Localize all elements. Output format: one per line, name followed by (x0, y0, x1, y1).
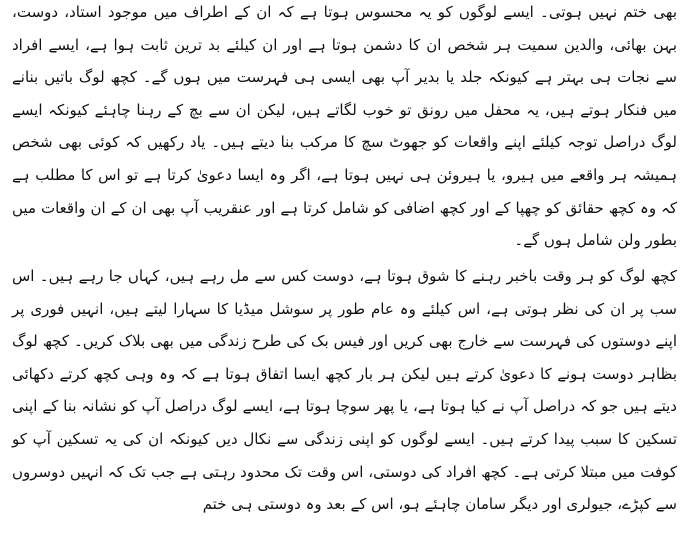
article-paragraph-2: کچھ لوگ کو ہر وقت باخبر رہنے کا شوق ہوتا ہے، دوست کس سے مل رہے ہیں، کہاں جا رہے ہیں۔ اس سب پر ان کی نظر ہوتی ہے، اس کیلئے وہ عام طور پر سوشل میڈیا کا سہارا لیتے ہیں، انہیں فوری پر اپنے دوستوں کی فہرست سے خارج بھی کریں اور فیس بک کی طرح زندگی میں بھی بلاک کریں۔ کچھ لوگ بظاہر دوست ہونے کا دعویٰ کرتے ہیں لیکن ہر بار کچھ ایسا اتفاق ہوتا ہے کہ وہ وہی کچھ کرتے دکھائی دیتے ہیں جو کہ دراصل آپ نے کیا ہوتا ہے، یا پھر سوچا ہوتا ہے، ایسے لوگ دراصل آپ کو نشانہ بنا کے اپنی تسکین کا سبب پیدا کرتے ہیں۔ ایسے لوگوں کو اپنی زندگی سے نکال دیں کیونکہ ان کی یہ تسکین آپ کو کوفت میں مبتلا کرتی ہے۔ کچھ افراد کی دوستی، اس وقت تک محدود رہتی ہے جب تک کہ انہیں دوسروں سے کپڑے، جیولری اور دیگر سامان چاہئے ہو، اس کے بعد وہ دوستی ہی ختم (12, 267, 677, 514)
article-paragraph-1: بھی ختم نہیں ہوتی۔ ایسے لوگوں کو یہ محسوس ہوتا ہے کہ ان کے اطراف میں موجود استاد، دوست، بہن بھائی، والدین سمیت ہر شخص ان کا دشمن ہوتا ہے اور ان کیلئے بد ترین ثابت ہوا ہے، ایسے افراد سے نجات ہی بہتر ہے کیونکہ جلد یا بدیر آپ بھی ایسی ہی فہرست میں ہوں گے۔ کچھ لوگ باتیں بنانے میں فنکار ہوتے ہیں، یہ محفل میں رونق تو خوب لگاتے ہیں، لیکن ان سے بچ کے رہنا چاہئے کیونکہ ایسے لوگ دراصل توجہ کیلئے اپنے واقعات کو جھوٹ سچ کا مرکب بنا دیتے ہیں۔ یاد رکھیں کہ کوئی بھی شخص ہمیشہ ہر واقعے میں ہیرو، یا ہیروئن ہی نہیں ہوتا ہے، اگر وہ ایسا دعویٰ کرتا ہے تو اس کا مطلب ہے کہ وہ کچھ حقائق کو چھپا کے اور کچھ اضافی کو شامل کرتا ہے اور عنقریب آپ بھی ان کے ان واقعات میں بطور ولن شامل ہوں گے۔ (12, 3, 677, 250)
